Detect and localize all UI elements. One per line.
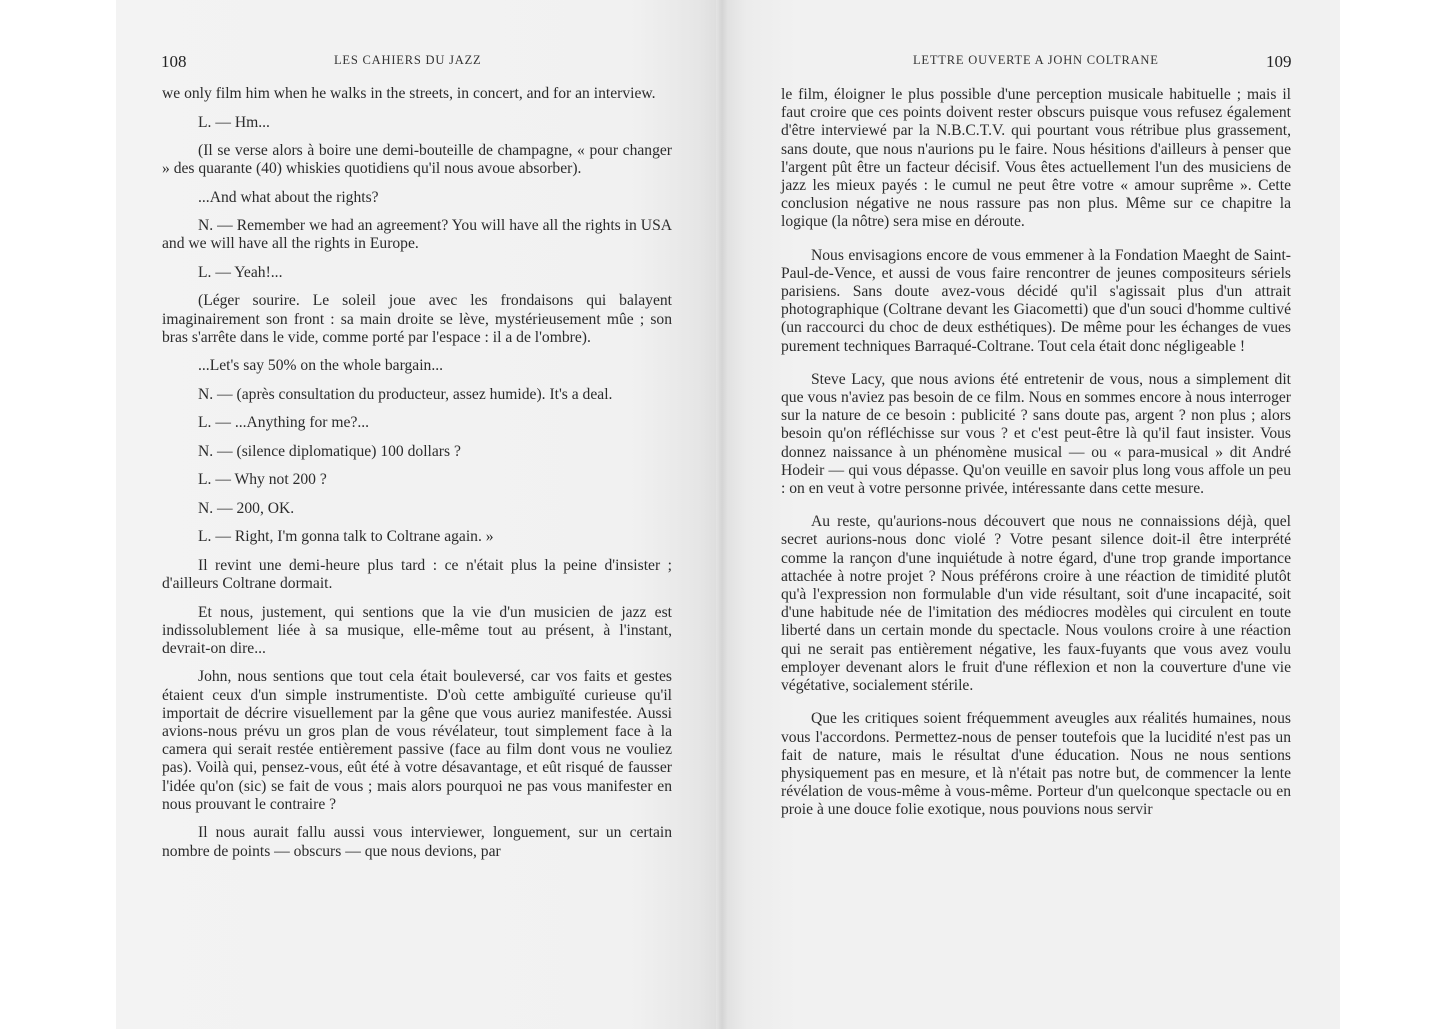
dialogue-line: L. — Yeah!... — [198, 263, 283, 281]
dialogue-line: N. — Remember we had an agreement? You will have all the rights in USA and we will have all the rights in Europe. — [162, 217, 672, 253]
dialogue-line: L. — Why not 200 ? — [198, 471, 327, 489]
paragraph: Il nous aurait fallu aussi vous interviewer, longuement, sur un certain nombre de points — obscurs — que nous devions, par — [162, 824, 672, 860]
left-page-text — [162, 85, 672, 871]
dialogue-line: N. — (après consultation du producteur, assez humide). It's a deal. — [198, 385, 613, 403]
paragraph: Au reste, qu'aurions-nous découvert que nous ne connaissions déjà, quel secret aurions-nous donc violé ? Votre pesant silence doit-il être interprété comme la rançon d'une inquiétude à notre égard, d'une trop grande importance attachée à notre projet ? Nous préférons croire à une réaction de timidité plutôt qu'à l'expression non formulable d'un vide résultant, soit d'une incapacité, soit d'une habitude née de l'imitation des médiocres modèles qui circulent en toute liberté dans un certain monde du spectacle. Nous voulons croire à une réaction qui ne serait pas entièrement négative, les faux-fuyants que vous avez voulu employer devenant alors le fruit d'une réflexion et non la couverture d'une vie végétative, socialement stérile. — [781, 513, 1291, 695]
paragraph: John, nous sentions que tout cela était bouleversé, car vos faits et gestes étaient ceux d'un simple instrumentiste. D'où cette ambiguïté curieuse qu'il importait de décrire visuellement par la gêne que vous auriez manifestée. Aussi avions-nous prévu un gros plan de vous révélateur, tout simplement face à la camera qui serait restée entièrement passive (face au film dont vous ne vouliez pas). Voilà qui, pensez-vous, eût été à votre désavantage, et eût risqué de fausser l'idée qu'on (sic) se fait de vous ; mais alors pourquoi ne pas vous manifester en nous prouvant le contraire ? — [162, 668, 672, 813]
paragraph: le film, éloigner le plus possible d'une perception musicale habituelle ; mais il faut croire que ces points doivent rester obscurs puisque vous refusez également d'être interviewé par la N.B.C.T.V. qui pourtant vous rétribue plus grassement, sans doute, que nous n'aurions pu le faire. Nous hésitions d'ailleurs à penser que l'argent pût être un facteur décisif. Vous êtes actuellement l'un des musiciens de jazz les mieux payés : le cumul ne peut être votre « amour suprême ». Cette conclusion négative ne nous rassure pas non plus. Même sur ce chapitre la logique (la nôtre) sera mise en déroute. — [781, 86, 1291, 231]
dialogue-line: L. — Hm... — [198, 113, 270, 131]
dialogue-line: N. — 200, OK. — [198, 499, 295, 517]
book-gutter — [716, 0, 728, 1029]
paragraph: Steve Lacy, que nous avions été entretenir de vous, nous a simplement dit que vous n'aviez pas besoin de ce film. Nous en sommes encore à nous interroger sur la nature de ce besoin : publicité ? sans doute pas, argent ? non plus ; alors besoin qu'on réfléchisse sur vous ? et c'est peut-être là qu'il faut insister. Vous donnez naissance à un phénomène musical — ou « para-musical » dit André Hodeir — qui vous dépasse. Qu'on veuille en savoir plus long vous affole un peu : on en veut à votre personne privée, intéressante dans cette mesure. — [781, 370, 1291, 498]
dialogue-line: L. — ...Anything for me?... — [198, 414, 370, 432]
paragraph: Il revint une demi-heure plus tard : ce n'était plus la peine d'insister ; d'ailleurs Coltrane dormait. — [162, 556, 672, 593]
paragraph: Que les critiques soient fréquemment aveugles aux réalités humaines, nous vous l'accordons. Permettez-nous de penser toutefois que la lucidité n'est pas un fait de nature, mais le résultat d'une éducation. Nous ne nous sentions physiquement pas en mesure, et là n'était pas notre but, de commencer la lente révélation de vous-même à vous-même. Porteur d'un quelconque spectacle ou en proie à une douce folie exotique, nous pouvions nous servir — [781, 710, 1291, 819]
right-page-number: 109 — [1266, 52, 1292, 71]
right-page-text — [781, 86, 1291, 835]
paragraph: we only film him when he walks in the streets, in concert, and for an interview. — [162, 85, 656, 102]
dialogue-line: ...Let's say 50% on the whole bargain... — [198, 357, 444, 375]
dialogue-line: ...And what about the rights? — [198, 188, 379, 206]
left-running-head: LES CAHIERS DU JAZZ — [334, 53, 482, 67]
paragraph: Nous envisagions encore de vous emmener à la Fondation Maeght de Saint-Paul-de-Vence, et aussi de vous faire rencontrer de jeunes compositeurs sériels parisiens. Sans doute avez-vous décidé qu'il s'agissait plus d'un attrait photographique (Coltrane devant les Giacometti) que d'un souci d'homme cultivé (un raccourci du choc de deux esthétiques). De même pour les échanges de vues purement techniques Barraqué-Coltrane. Tout cela était donc négligeable ! — [781, 246, 1291, 355]
paragraph: (Il se verse alors à boire une demi-bouteille de champagne, « pour changer » des quarante (40) whiskies quotidiens qu'il nous avoue absorber). — [162, 142, 672, 178]
paragraph: (Léger sourire. Le soleil joue avec les frondaisons qui balayent imaginairement son front : sa main droite se lève, mystérieusement mûe ; son bras s'arrête dans le vide, comme porté par l'espace : il a de l'ombre). — [162, 292, 672, 346]
paragraph: Et nous, justement, qui sentions que la vie d'un musicien de jazz est indissolublement liée à sa musique, elle-même tout au présent, à l'instant, devrait-on dire... — [162, 603, 672, 657]
dialogue-line: L. — Right, I'm gonna talk to Coltrane again. » — [198, 528, 494, 546]
dialogue-line: N. — (silence diplomatique) 100 dollars ? — [198, 442, 461, 460]
right-running-head: LETTRE OUVERTE A JOHN COLTRANE — [913, 53, 1159, 67]
left-page-number: 108 — [161, 52, 187, 71]
